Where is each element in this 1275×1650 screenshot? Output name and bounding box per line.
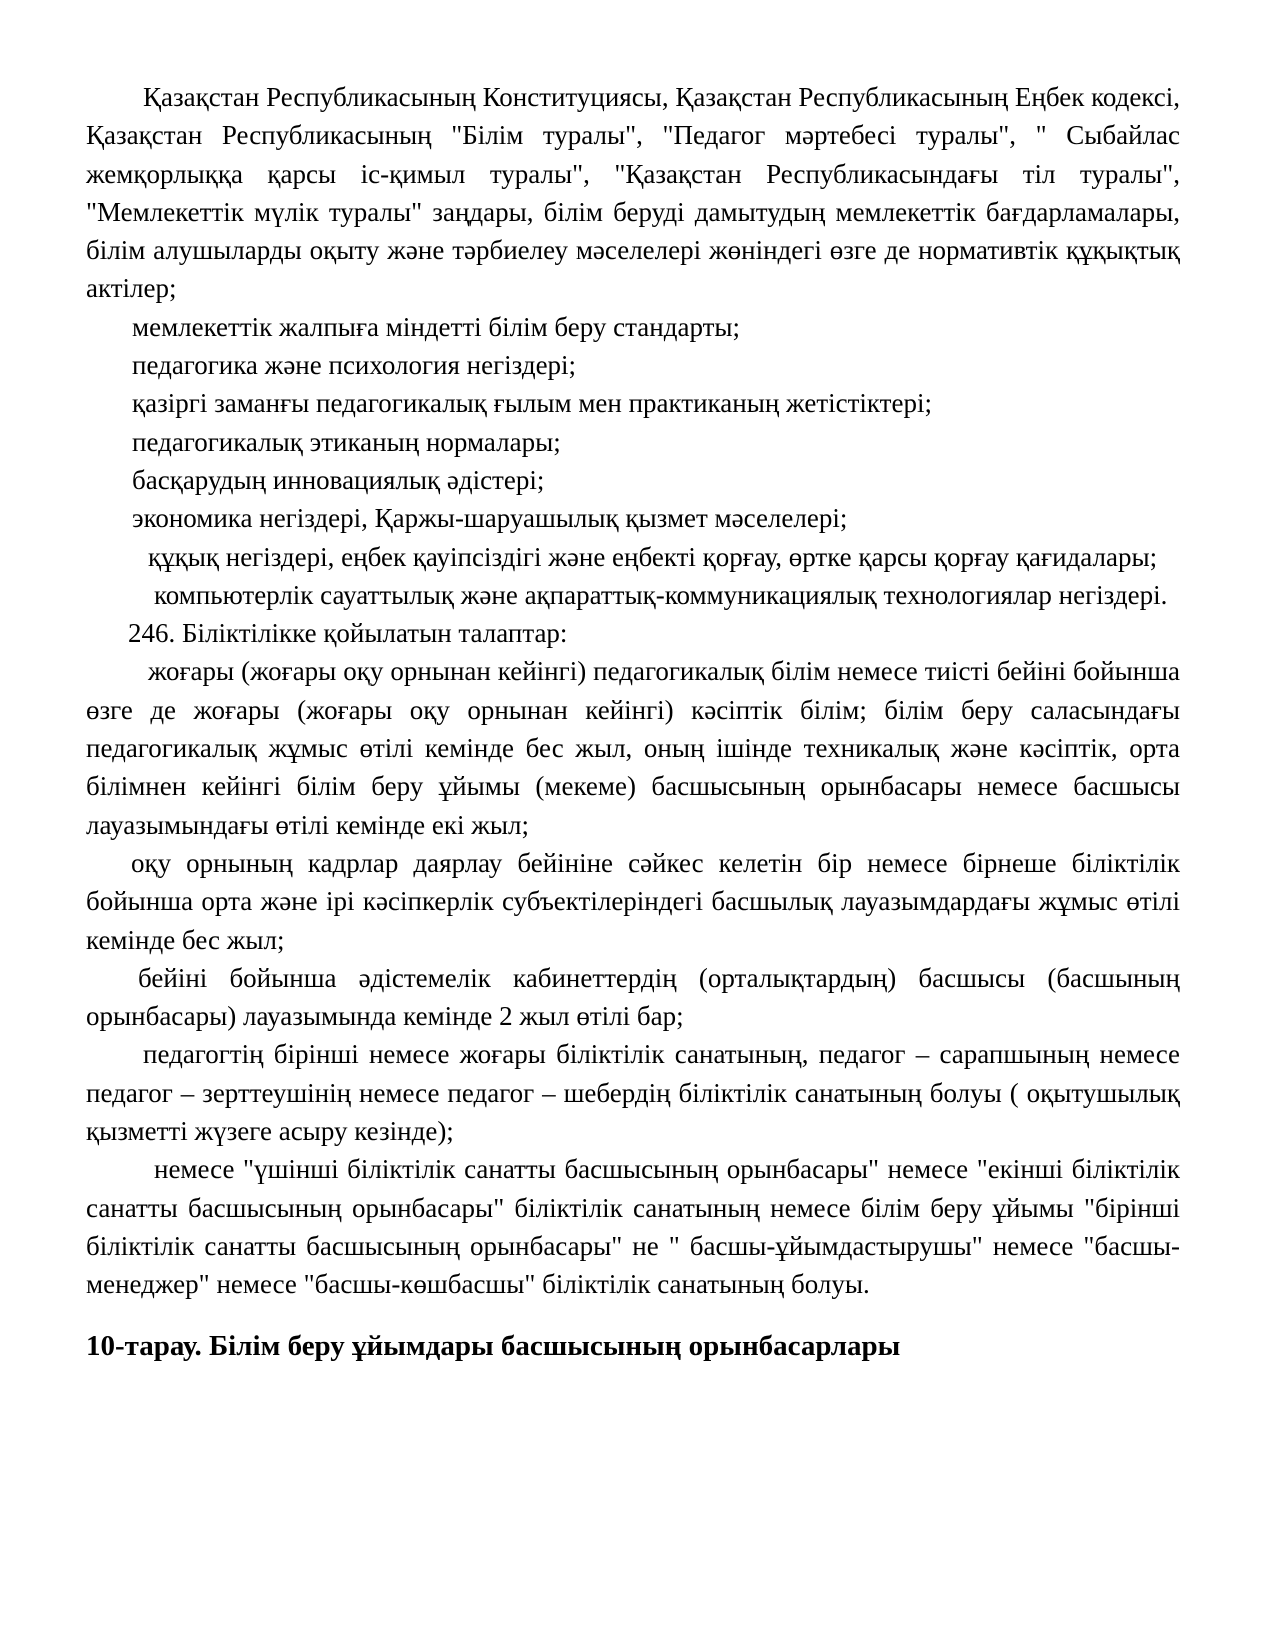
paragraph: бейіні бойынша әдістемелік кабинеттердің (орталықтардың) басшысы (басшының орынбасары) лауазымында кемінде 2 жыл өтілі бар;: [86, 962, 1180, 1032]
paragraph: қазіргі заманғы педагогикалық ғылым мен практиканың жетістіктері;: [132, 388, 932, 419]
paragraph: құқық негіздері, еңбек қауіпсіздігі және еңбекті қорғау, өртке қарсы қорғау қағидалары;: [148, 541, 1158, 572]
paragraph: Қазақстан Республикасының Конституциясы, Қазақстан Республикасының Еңбек кодексі, Қазақстан Республикасының "Білім туралы", "Педагог мәртебесі туралы", " Сыбайлас жемқорлыққа қарсы іс-қимыл туралы", "Қазақстан Республикасындағы тіл туралы", "Мемлекеттік мүлік туралы" заңдары, білім беруді дамытудың мемлекеттік бағдарламалары, білім алушыларды оқыту және тәрбиелеу мәселелері жөніндегі өзге де нормативтік құқықтық актілер;: [86, 82, 1180, 304]
paragraph: педагогикалық этиканың нормалары;: [132, 426, 561, 457]
chapter-heading: 10-тарау. Білім беру ұйымдары басшысының орынбасарлары: [86, 1329, 901, 1362]
paragraph: компьютерлік сауаттылық және ақпараттық-коммуникациялық технологиялар негіздері.: [154, 579, 1168, 610]
paragraph: басқарудың инновациялық әдістері;: [132, 464, 545, 495]
paragraph: экономика негіздері, Қаржы-шаруашылық қызмет мәселелері;: [132, 503, 848, 534]
paragraph: оқу орнының кадрлар даярлау бейініне сәйкес келетін бір немесе бірнеше біліктілік бойынша орта және ірі кәсіпкерлік субъектілеріндегі басшылық лауазымдардағы жұмыс өтілі кемінде бес жыл;: [86, 847, 1180, 955]
paragraph: мемлекеттік жалпыға міндетті білім беру стандарты;: [132, 311, 741, 342]
paragraph: немесе "үшінші біліктілік санатты басшысының орынбасары" немесе "екінші біліктілік санатты басшысының орынбасары" біліктілік санатының немесе білім беру ұйымы "бірінші біліктілік санатты басшысының орынбасары" не " басшы-ұйымдастырушы" немесе "басшы-менеджер" немесе "басшы-көшбасшы" біліктілік санатының болуы.: [86, 1154, 1180, 1300]
paragraph: жоғары (жоғары оқу орнынан кейінгі) педагогикалық білім немесе тиісті бейіні бойынша өзге де жоғары (жоғары оқу орнынан кейінгі) кәсіптік білім; білім беру саласындағы педагогикалық жұмыс өтілі кемінде бес жыл, оның ішінде техникалық және кәсіптік, орта білімнен кейінгі білім беру ұйымы (мекеме) басшысының орынбасары немесе басшысы лауазымындағы өтілі кемінде екі жыл;: [86, 656, 1180, 840]
paragraph: педагогика және психология негіздері;: [132, 350, 577, 381]
paragraph: 246. Біліктілікке қойылатын талаптар:: [128, 618, 568, 649]
document-body: [86, 78, 1180, 1304]
paragraph: педагогтің бірінші немесе жоғары біліктілік санатының, педагог – сарапшының немесе педагог – зерттеушінің немесе педагог – шебердің біліктілік санатының болуы ( оқытушылық қызметті жүзеге асыру кезінде);: [86, 1039, 1180, 1147]
